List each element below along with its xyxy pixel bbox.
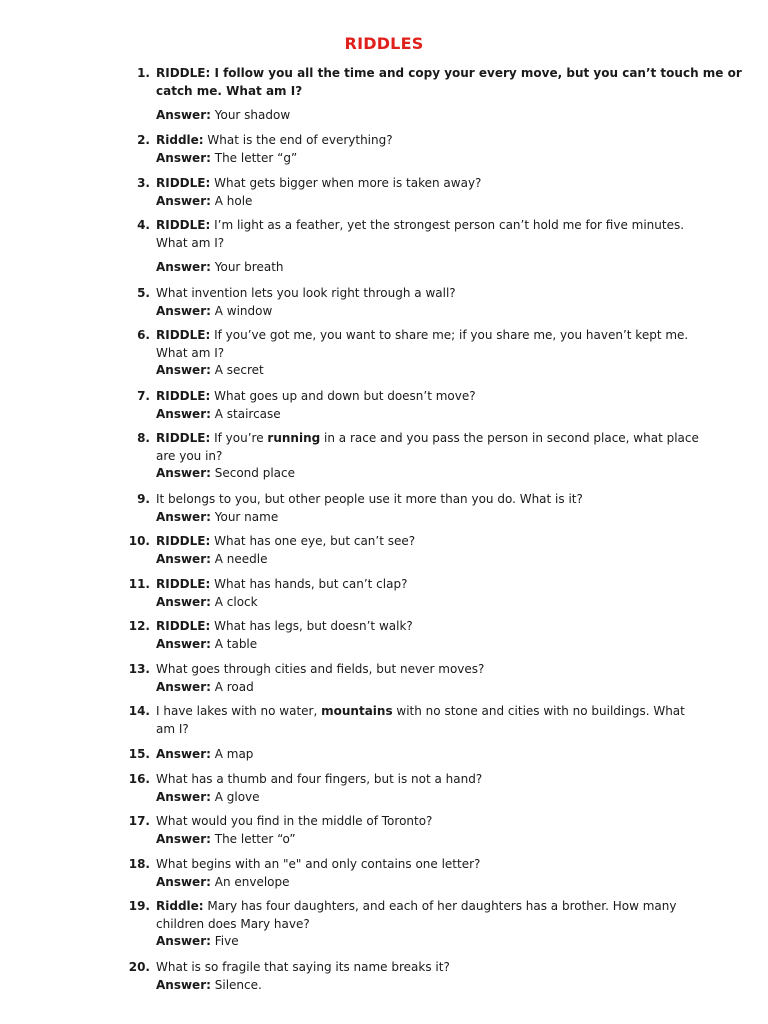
question-line: RIDDLE: If you’re running in a race and you pass the person in second place, what place xyxy=(156,431,699,445)
answer-text: A staircase xyxy=(210,406,281,421)
answer-line xyxy=(156,509,656,527)
item-number: 19. xyxy=(128,899,150,913)
answer-text: A glove xyxy=(210,789,260,804)
answer-label: Answer: xyxy=(156,108,211,122)
answer-text: A road xyxy=(210,679,254,694)
answer-label: Answer: xyxy=(156,406,211,421)
item-number: 16. xyxy=(128,772,150,786)
answer-text: A hole xyxy=(210,193,253,208)
answer-label: Answer: xyxy=(156,303,211,318)
question-line: What is so fragile that saying its name breaks it? xyxy=(156,960,450,974)
answer-label: Answer: xyxy=(156,679,211,694)
answer-label: Answer: xyxy=(156,789,211,804)
item-number: 1. xyxy=(137,66,150,80)
answer-line xyxy=(156,933,656,951)
riddle-text xyxy=(156,771,656,806)
answer-text: A secret xyxy=(210,363,264,377)
question-line: am I? xyxy=(156,721,189,736)
item-number: 14. xyxy=(128,704,150,718)
answer-label: Answer: xyxy=(156,509,211,524)
question-line: RIDDLE: I follow you all the time and copy your every move, but you can’t touch me or xyxy=(156,66,742,80)
question-line: RIDDLE: What has one eye, but can’t see? xyxy=(156,534,416,548)
riddle-text xyxy=(156,65,742,125)
question-line: catch me. What am I? xyxy=(156,83,303,98)
answer-label: Answer: xyxy=(156,636,211,651)
item-number: 17. xyxy=(128,814,150,828)
answer-line xyxy=(156,362,656,380)
answer-text: Your breath xyxy=(210,260,284,274)
question-line: RIDDLE: What has hands, but can’t clap? xyxy=(156,577,408,591)
answer-line xyxy=(156,193,656,211)
answer-line xyxy=(156,551,656,569)
question-line: RIDDLE: I’m light as a feather, yet the strongest person can’t hold me for five minutes. xyxy=(156,218,685,232)
item-number: 6. xyxy=(137,328,150,342)
answer-text: A window xyxy=(210,303,273,318)
question-line: It belongs to you, but other people use it more than you do. What is it? xyxy=(156,492,583,506)
answer-line xyxy=(156,594,656,612)
answer-label: Answer: xyxy=(156,466,211,480)
item-number: 8. xyxy=(137,431,150,445)
riddle-text xyxy=(156,856,656,891)
answer-label: Answer: xyxy=(156,977,211,992)
riddle-text xyxy=(156,388,656,423)
item-number: 18. xyxy=(128,857,150,871)
riddle-text xyxy=(156,661,656,696)
riddle-text xyxy=(156,491,656,526)
answer-label: Answer: xyxy=(156,831,211,846)
question-line: What am I? xyxy=(156,345,225,360)
riddle-text xyxy=(156,703,685,738)
answer-line xyxy=(156,303,656,321)
answer-label: Answer: xyxy=(156,260,211,274)
item-number: 2. xyxy=(137,133,150,147)
answer-label: Answer: xyxy=(156,363,211,377)
question-line: RIDDLE: If you’ve got me, you want to share me; if you share me, you haven’t kept me. xyxy=(156,328,689,342)
answer-text: Your shadow xyxy=(210,108,291,122)
answer-text: The letter “o” xyxy=(210,831,296,846)
question-line: are you in? xyxy=(156,448,223,463)
answer-label: Answer: xyxy=(156,193,211,208)
question-line: What goes through cities and fields, but never moves? xyxy=(156,662,485,676)
answer-line xyxy=(156,406,656,424)
question-line: What begins with an "e" and only contains one letter? xyxy=(156,857,481,871)
question-line: RIDDLE: What goes up and down but doesn’t move? xyxy=(156,389,476,403)
question-line: What invention lets you look right through a wall? xyxy=(156,286,456,300)
question-line: I have lakes with no water, mountains with no stone and cities with no buildings. What xyxy=(156,704,685,718)
answer-label: Answer: xyxy=(156,874,211,889)
item-number: 3. xyxy=(137,176,150,190)
answer-text: Five xyxy=(210,934,239,948)
answer-label: Answer: xyxy=(156,594,211,609)
riddle-text xyxy=(156,132,656,167)
answer-line xyxy=(156,679,656,697)
answer-text: Your name xyxy=(210,509,279,524)
item-number: 12. xyxy=(128,619,150,633)
item-number: 13. xyxy=(128,662,150,676)
answer-text: A clock xyxy=(210,594,258,609)
riddle-text xyxy=(156,898,677,951)
answer-text: An envelope xyxy=(210,874,290,889)
answer-line xyxy=(156,465,656,483)
question-line: Riddle: What is the end of everything? xyxy=(156,133,393,147)
item-number: 9. xyxy=(137,492,150,506)
answer-line xyxy=(156,831,656,849)
answer-line xyxy=(156,150,656,168)
item-number: 15. xyxy=(128,747,150,761)
answer-line xyxy=(156,874,656,892)
answer-text: Second place xyxy=(210,466,295,480)
riddle-text xyxy=(156,285,656,320)
riddle-text xyxy=(156,175,656,210)
answer-label: Answer: xyxy=(156,150,211,165)
riddle-text xyxy=(156,959,656,994)
question-line: What would you find in the middle of Toronto? xyxy=(156,814,433,828)
question-line: What has a thumb and four fingers, but is not a hand? xyxy=(156,772,483,786)
riddle-text xyxy=(156,327,689,380)
item-number: 5. xyxy=(137,286,150,300)
item-number: 7. xyxy=(137,389,150,403)
answer-line xyxy=(156,789,656,807)
question-line: children does Mary have? xyxy=(156,916,310,931)
question-line: Riddle: Mary has four daughters, and each of her daughters has a brother. How many xyxy=(156,899,677,913)
riddle-text xyxy=(156,430,699,483)
answer-line xyxy=(156,977,656,995)
question-line: RIDDLE: What gets bigger when more is taken away? xyxy=(156,176,482,190)
riddle-text xyxy=(156,813,656,848)
document-title: RIDDLES xyxy=(344,34,424,53)
question-line: What am I? xyxy=(156,235,225,250)
answer-line xyxy=(156,636,656,654)
answer-label: Answer: xyxy=(156,934,211,948)
question-line: RIDDLE: What has legs, but doesn’t walk? xyxy=(156,619,413,633)
riddle-text xyxy=(156,533,656,568)
answer-text: A table xyxy=(210,636,258,651)
riddle-text xyxy=(156,217,685,277)
answer-line xyxy=(156,259,656,277)
answer-label: Answer: xyxy=(156,551,211,566)
answer-line xyxy=(156,107,656,125)
riddle-text xyxy=(156,618,656,653)
riddle-text xyxy=(156,576,656,611)
answer-text: A needle xyxy=(210,551,268,566)
item-number: 20. xyxy=(128,960,150,974)
riddle-text xyxy=(156,746,656,764)
answer-text: Silence. xyxy=(210,977,262,992)
item-number: 10. xyxy=(128,534,150,548)
answer-text: The letter “g” xyxy=(210,150,298,165)
question-line: Answer: A map xyxy=(156,747,254,761)
item-number: 11. xyxy=(128,577,150,591)
item-number: 4. xyxy=(137,218,150,232)
